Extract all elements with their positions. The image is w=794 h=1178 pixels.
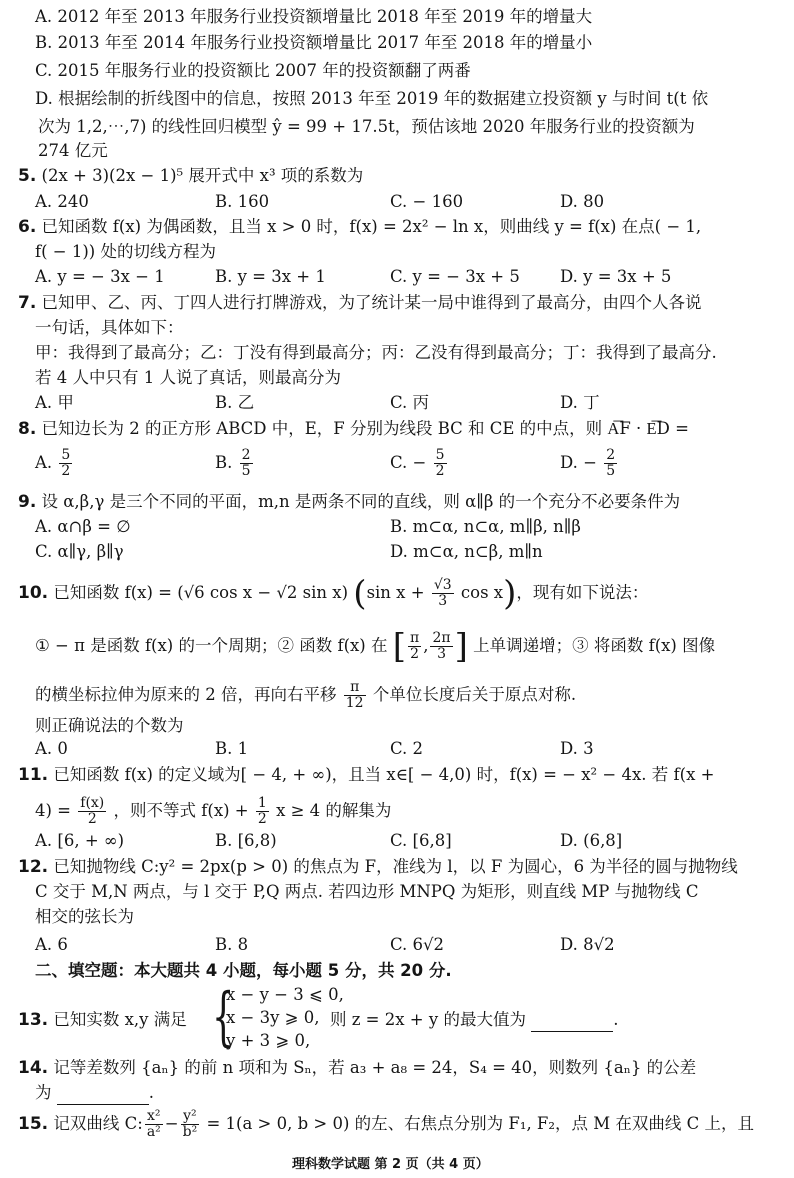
q10-sqrt3-fraction bbox=[432, 578, 454, 609]
q6-option-a: A. y = − 3x − 1 bbox=[35, 267, 165, 286]
q10-int-a-numerator: π bbox=[410, 630, 420, 646]
q10-option-b: B. 1 bbox=[215, 739, 249, 758]
q9-number: 9. bbox=[18, 492, 37, 512]
q10-shift-numerator: π bbox=[344, 680, 366, 696]
q12-stem-line3: 相交的弦长为 bbox=[35, 907, 134, 926]
q9-option-a: A. α∩β = ∅ bbox=[35, 517, 131, 536]
q13-constraint-2: x − 3y ⩾ 0, bbox=[226, 1008, 320, 1027]
q12-line1: 已知抛物线 C:y² = 2px(p > 0) 的焦点为 F，准线为 l，以 F 为圆心，6 为半径的圆与抛物线 bbox=[53, 857, 738, 876]
q14-answer-blank[interactable] bbox=[57, 1082, 149, 1105]
q6-option-c: C. y = − 3x + 5 bbox=[390, 267, 520, 286]
q10-stem-mid: sin x + bbox=[366, 583, 425, 602]
q10-int-b-numerator: 2π bbox=[432, 630, 451, 646]
q7-option-b: B. 乙 bbox=[215, 393, 255, 412]
q11-line2-pre: 4) = bbox=[35, 801, 72, 820]
q8-option-b-label: B. bbox=[215, 453, 233, 472]
q7-option-a: A. 甲 bbox=[35, 393, 74, 412]
q10-statement-line2 bbox=[35, 680, 576, 711]
q5-option-c: C. − 160 bbox=[390, 192, 464, 211]
q8-option-b bbox=[215, 448, 255, 479]
q8-option-b-fraction bbox=[240, 448, 253, 479]
q10-shift-denominator: 12 bbox=[345, 695, 364, 711]
q13-number: 13. bbox=[18, 1010, 49, 1030]
q15-pre: 记双曲线 C: bbox=[53, 1114, 143, 1133]
q7-stem-line2: 一句话，具体如下： bbox=[35, 318, 184, 337]
q7-option-d: D. 丁 bbox=[560, 393, 600, 412]
q4-option-d-line3: 274 亿元 bbox=[38, 141, 108, 160]
q8-option-d bbox=[560, 448, 619, 479]
q8-a-denominator: 2 bbox=[61, 463, 71, 479]
q8-d-denominator: 5 bbox=[606, 463, 616, 479]
q10-s2-pre: 的横坐标拉伸为原来的 2 倍，再向右平移 bbox=[35, 685, 337, 704]
q11-stem-line2 bbox=[35, 796, 391, 827]
q10-frac-denominator: 3 bbox=[438, 593, 448, 609]
q11-line1: 已知函数 f(x) 的定义域为[ − 4, + ∞)，且当 x∈[ − 4,0) 时，f(x) = − x² − 4x. 若 f(x + bbox=[53, 765, 715, 784]
q10-interval-right-bracket: ] bbox=[454, 626, 468, 667]
q8-stem-line bbox=[18, 418, 689, 440]
q5-option-a: A. 240 bbox=[35, 192, 89, 211]
q15-minus: − bbox=[164, 1114, 179, 1133]
q15-y-fraction bbox=[181, 1109, 200, 1140]
q8-b-denominator: 5 bbox=[241, 463, 251, 479]
q10-number: 10. bbox=[18, 583, 49, 603]
q9-option-d: D. m⊂α, n⊂β, m∥n bbox=[390, 542, 543, 561]
q10-statement-line1: ① − π 是函数 f(x) 的一个周期；② 函数 f(x) 在 [ $\frac{\pi}{2}$ , $\frac{2\pi}{3}$ ] 上单调递增；③ 将函数 f(x) 图像 bbox=[35, 626, 716, 667]
q14-stem-line1 bbox=[18, 1057, 696, 1079]
q11-f-numerator: f(x) bbox=[80, 795, 105, 811]
q7-line1: 已知甲、乙、丙、丁四人进行打牌游戏，为了统计某一局中谁得到了最高分，由四个人各说 bbox=[41, 293, 702, 312]
q6-stem-line2: f( − 1)) 处的切线方程为 bbox=[35, 242, 216, 261]
q10-int-b-denominator: 3 bbox=[437, 646, 446, 662]
q12-option-b: B. 8 bbox=[215, 935, 249, 954]
q13-post: 则 z = 2x + y 的最大值为 bbox=[330, 1010, 526, 1029]
q13-question-line bbox=[330, 1009, 618, 1032]
q11-option-d: D. (6,8] bbox=[560, 831, 623, 850]
q8-option-d-label: D. − bbox=[560, 453, 597, 472]
q10-interval-end bbox=[430, 631, 452, 662]
q11-option-a: A. [6, + ∞) bbox=[35, 831, 125, 850]
q7-stem-line3: 甲：我得到了最高分；乙：丁没有得到最高分；丙：乙没有得到最高分；丁：我得到了最高分. bbox=[35, 343, 717, 362]
q6-option-b: B. y = 3x + 1 bbox=[215, 267, 326, 286]
q10-right-paren: ) bbox=[503, 573, 517, 614]
q10-frac-numerator: √3 bbox=[433, 577, 452, 593]
q13-pre: 已知实数 x,y 满足 bbox=[53, 1010, 187, 1029]
q8-b-numerator: 2 bbox=[241, 447, 251, 463]
q13-answer-blank[interactable] bbox=[531, 1009, 613, 1032]
q9-stem: 设 α,β,γ 是三个不同的平面，m,n 是两条不同的直线，则 α∥β 的一个充分不必要条件为 bbox=[41, 492, 681, 511]
q13-system-brace: { bbox=[212, 980, 235, 1054]
q10-int-a-denominator: 2 bbox=[410, 646, 420, 662]
q4-option-c: C. 2015 年服务行业的投资额比 2007 年的投资额翻了两番 bbox=[35, 61, 471, 80]
q11-h-numerator: 1 bbox=[257, 795, 267, 811]
q12-stem-line2: C 交于 M,N 两点，与 l 交于 P,Q 两点. 若四边形 MNPQ 为矩形，则直线 MP 与抛物线 C bbox=[35, 882, 699, 901]
q10-s1-post: 上单调递增；③ 将函数 f(x) 图像 bbox=[473, 636, 716, 655]
q15-x-fraction bbox=[145, 1109, 163, 1140]
q10-statement-line3: 则正确说法的个数为 bbox=[35, 716, 184, 735]
q7-number: 7. bbox=[18, 293, 37, 313]
q10-stem-line bbox=[18, 573, 649, 614]
q11-number: 11. bbox=[18, 765, 49, 785]
q14-stem-line2 bbox=[35, 1082, 154, 1105]
q12-number: 12. bbox=[18, 857, 49, 877]
q8-option-c-label: C. − bbox=[390, 453, 427, 472]
q9-option-b: B. m⊂α, n⊂α, m∥β, n∥β bbox=[390, 517, 581, 536]
q11-line2-post: x ≥ 4 的解集为 bbox=[276, 801, 392, 820]
q10-stem-pre: 已知函数 f(x) = (√6 cos x − √2 sin x) bbox=[53, 583, 349, 602]
q6-line1: 已知函数 f(x) 为偶函数，且当 x > 0 时，f(x) = 2x² − ln x，则曲线 y = f(x) 在点( − 1, bbox=[41, 217, 702, 236]
q10-option-d: D. 3 bbox=[560, 739, 594, 758]
q8-option-a bbox=[35, 448, 74, 479]
q4-option-b: B. 2013 年至 2014 年服务行业投资额增量比 2017 年至 2018 年的增量小 bbox=[35, 33, 593, 52]
q14-number: 14. bbox=[18, 1058, 49, 1078]
q11-option-c: C. [6,8] bbox=[390, 831, 452, 850]
q5-option-b: B. 160 bbox=[215, 192, 270, 211]
q14-line2-end: . bbox=[148, 1083, 154, 1102]
q15-number: 15. bbox=[18, 1114, 49, 1134]
q8-option-a-fraction bbox=[59, 448, 72, 479]
q12-stem-line1 bbox=[18, 856, 738, 878]
q10-s2-post: 个单位长度后关于原点对称. bbox=[372, 685, 577, 704]
q10-option-c: C. 2 bbox=[390, 739, 424, 758]
q5-option-d: D. 80 bbox=[560, 192, 605, 211]
q13-end: . bbox=[613, 1010, 619, 1029]
q8-number: 8. bbox=[18, 419, 37, 439]
q13-constraint-3: y + 3 ⩾ 0, bbox=[226, 1031, 311, 1050]
page-footer: 理科数学试题 第 2 页（共 4 页） bbox=[292, 1157, 489, 1172]
q6-option-d: D. y = 3x + 5 bbox=[560, 267, 672, 286]
q13-constraint-1: x − y − 3 ⩽ 0, bbox=[226, 985, 344, 1004]
q5-stem-line bbox=[18, 165, 363, 187]
q10-stem-end: ，现有如下说法： bbox=[516, 583, 649, 602]
section-2-heading: 二、填空题：本大题共 4 小题，每小题 5 分，共 20 分. bbox=[35, 961, 452, 980]
q5-number: 5. bbox=[18, 166, 37, 186]
q10-stem-post: cos x bbox=[460, 583, 504, 602]
q11-option-b: B. [6,8) bbox=[215, 831, 277, 850]
q15-stem-line1 bbox=[18, 1109, 754, 1140]
q8-option-c-fraction bbox=[434, 448, 447, 479]
q10-shift-fraction bbox=[344, 680, 366, 711]
q8-a-numerator: 5 bbox=[61, 447, 71, 463]
q5-stem: (2x + 3)(2x − 1)⁵ 展开式中 x³ 项的系数为 bbox=[41, 166, 364, 185]
q8-option-a-label: A. bbox=[35, 453, 53, 472]
q11-line2-mid: ，则不等式 f(x) + bbox=[113, 801, 249, 820]
q10-interval-left-bracket: [ bbox=[392, 626, 407, 667]
q12-option-d: D. 8√2 bbox=[560, 935, 615, 954]
q15-y-denominator: b² bbox=[182, 1124, 198, 1140]
q15-x-denominator: a² bbox=[146, 1124, 161, 1140]
q8-option-c bbox=[390, 448, 449, 479]
q10-left-paren: ( bbox=[353, 573, 367, 614]
q15-y-numerator: y² bbox=[181, 1109, 200, 1125]
q7-stem-line1 bbox=[18, 292, 702, 314]
q8-c-denominator: 2 bbox=[435, 463, 445, 479]
q11-stem-line1 bbox=[18, 764, 714, 786]
q9-stem-line bbox=[18, 491, 680, 513]
q4-option-d-line2: 次为 1,2,⋯,7) 的线性回归模型 ŷ = 99 + 17.5t，预估该地 2020 年服务行业的投资额为 bbox=[38, 117, 695, 136]
q11-fx-fraction bbox=[78, 796, 106, 827]
q11-half-fraction bbox=[256, 796, 269, 827]
q6-number: 6. bbox=[18, 217, 37, 237]
q15-post: = 1(a > 0, b > 0) 的左、右焦点分别为 F₁, F₂，点 M 在双曲线 C 上，且 bbox=[206, 1114, 754, 1133]
q8-d-numerator: 2 bbox=[606, 447, 616, 463]
q4-option-a: A. 2012 年至 2013 年服务行业投资额增量比 2018 年至 2019 年的增量大 bbox=[35, 7, 593, 26]
q15-x-numerator: x² bbox=[145, 1109, 163, 1125]
q8-c-numerator: 5 bbox=[435, 447, 445, 463]
q14-line2-pre: 为 bbox=[35, 1083, 52, 1102]
q11-h-denominator: 2 bbox=[257, 811, 267, 827]
q13-stem-line bbox=[18, 1009, 187, 1031]
q6-stem-line1 bbox=[18, 216, 701, 238]
q10-option-a: A. 0 bbox=[35, 739, 68, 758]
q11-f-denominator: 2 bbox=[87, 811, 97, 827]
q7-stem-line4: 若 4 人中只有 1 人说了真话，则最高分为 bbox=[35, 368, 341, 387]
q10-interval-start bbox=[408, 631, 421, 662]
q8-stem: 已知边长为 2 的正方形 ABCD 中，E，F 分别为线段 BC 和 CE 的中点，则 A͞F · E͞D = bbox=[41, 419, 689, 438]
q12-option-c: C. 6√2 bbox=[390, 935, 445, 954]
q7-option-c: C. 丙 bbox=[390, 393, 430, 412]
q9-option-c: C. α∥γ, β∥γ bbox=[35, 542, 124, 561]
q4-option-d-line1: D. 根据绘制的折线图中的信息，按照 2013 年至 2019 年的数据建立投资额 y 与时间 t(t 依 bbox=[35, 89, 709, 108]
q10-s1-pre: ① − π 是函数 f(x) 的一个周期；② 函数 f(x) 在 bbox=[35, 636, 388, 655]
q8-option-d-fraction bbox=[604, 448, 617, 479]
q14-line1: 记等差数列 {aₙ} 的前 n 项和为 Sₙ，若 a₃ + a₈ = 24，S₄ = 40，则数列 {aₙ} 的公差 bbox=[53, 1058, 697, 1077]
q12-option-a: A. 6 bbox=[35, 935, 68, 954]
